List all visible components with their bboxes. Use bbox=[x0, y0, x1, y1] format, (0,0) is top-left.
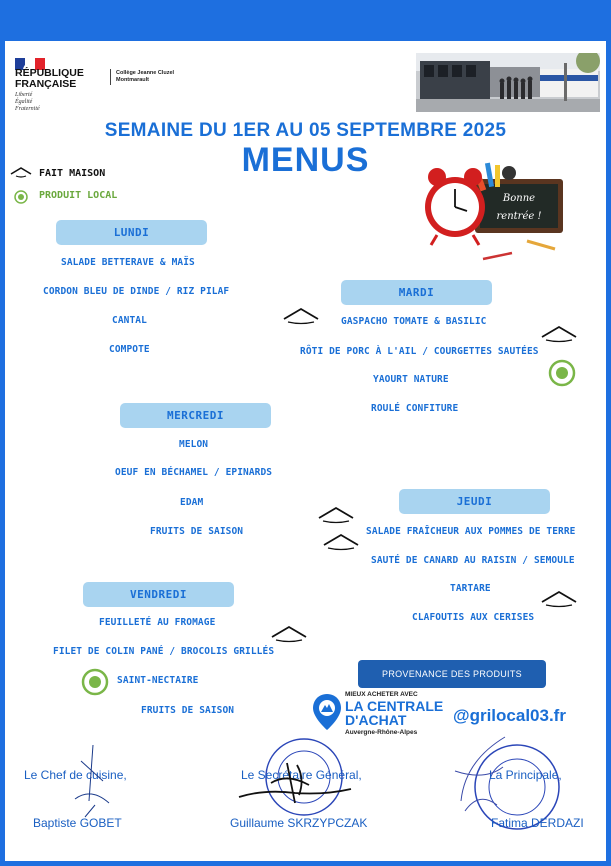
legend-fait-maison: FAIT MAISON bbox=[39, 168, 106, 179]
vendredi-item-3: SAINT-NECTAIRE bbox=[117, 675, 199, 686]
house-roof-icon bbox=[270, 624, 308, 644]
marianne-logo bbox=[15, 55, 45, 67]
menu-sheet bbox=[5, 41, 606, 861]
chef-title: Le Chef de cuisine, bbox=[24, 768, 127, 782]
centrale-tag: MIEUX ACHETER AVEC bbox=[345, 691, 418, 698]
jeudi-item-1: SALADE FRAÎCHEUR AUX POMMES DE TERRE bbox=[366, 526, 576, 537]
lundi-item-3: CANTAL bbox=[112, 315, 147, 326]
mardi-item-2: RÔTI DE PORC À L'AIL / COURGETTES SAUTÉES bbox=[300, 346, 539, 357]
school-name bbox=[116, 70, 174, 83]
centrale-line2: D'ACHAT bbox=[345, 712, 407, 728]
house-roof-icon bbox=[322, 532, 360, 552]
lundi-item-1: SALADE BETTERAVE & MAÏS bbox=[61, 257, 195, 268]
house-roof-icon bbox=[540, 589, 578, 609]
school-line2: Montmarault bbox=[116, 76, 149, 83]
local-product-legend-icon bbox=[14, 189, 28, 203]
day-header-lundi: LUNDI bbox=[56, 220, 207, 245]
signature bbox=[45, 741, 125, 821]
week-title: SEMAINE DU 1ER AU 05 SEPTEMBRE 2025 bbox=[104, 120, 507, 141]
agrilocal-logo: @grilocal03.fr bbox=[453, 706, 566, 725]
republic-line1: RÉPUBLIQUE bbox=[15, 67, 84, 79]
day-header-mardi: MARDI bbox=[341, 280, 492, 305]
centrale-pin-icon bbox=[310, 692, 344, 732]
signature bbox=[235, 759, 355, 809]
centrale-region: Auvergne-Rhône-Alpes bbox=[345, 729, 418, 736]
mardi-item-4: ROULÉ CONFITURE bbox=[371, 403, 459, 414]
school-line1: Collège Jeanne Cluzel bbox=[116, 70, 175, 76]
house-roof-icon bbox=[282, 306, 320, 326]
principal-title: La Principale, bbox=[489, 768, 562, 782]
motto-liberte: Liberté bbox=[15, 92, 33, 98]
day-header-vendredi: VENDREDI bbox=[83, 582, 234, 607]
jeudi-item-4: CLAFOUTIS AUX CERISES bbox=[412, 612, 535, 623]
legend-produit-local: PRODUIT LOCAL bbox=[39, 190, 118, 201]
lundi-item-2: CORDON BLEU DE DINDE / RIZ PILAF bbox=[43, 286, 230, 297]
house-roof-icon bbox=[317, 505, 355, 525]
motto-fraternite: Fraternité bbox=[15, 106, 40, 112]
vendredi-item-2: FILET DE COLIN PANÉ / BROCOLIS GRILLÉS bbox=[53, 646, 275, 657]
chef-name: Baptiste GOBET bbox=[33, 816, 122, 830]
local-product-icon bbox=[81, 668, 109, 696]
mercredi-item-4: FRUITS DE SAISON bbox=[150, 526, 244, 537]
motto-egalite: Égalité bbox=[15, 99, 33, 105]
republic-motto bbox=[15, 92, 40, 113]
vendredi-item-1: FEUILLETÉ AU FROMAGE bbox=[99, 617, 216, 628]
board-text-2: rentrée ! bbox=[496, 211, 542, 222]
jeudi-item-2: SAUTÉ DE CANARD AU RAISIN / SEMOULE bbox=[371, 555, 575, 566]
fait-maison-icon bbox=[10, 165, 32, 179]
school-photo bbox=[416, 53, 600, 112]
board-text-1: Bonne bbox=[502, 193, 536, 204]
secretary-title: Le Secrétaire Général, bbox=[241, 768, 362, 782]
provenance-label: PROVENANCE DES PRODUITS bbox=[358, 660, 546, 688]
mardi-item-3: YAOURT NATURE bbox=[373, 374, 449, 385]
alarm-clock-illustration bbox=[417, 149, 567, 264]
mardi-item-1: GASPACHO TOMATE & BASILIC bbox=[341, 316, 487, 327]
house-roof-icon bbox=[540, 324, 578, 344]
mercredi-item-2: OEUF EN BÉCHAMEL / EPINARDS bbox=[115, 467, 273, 478]
secretary-name: Guillaume SKRZYPCZAK bbox=[230, 816, 368, 830]
page-title: MENUS bbox=[241, 141, 370, 179]
principal-name: Fatima DERDAZI bbox=[491, 816, 584, 830]
mercredi-item-1: MELON bbox=[179, 439, 209, 450]
vendredi-item-4: FRUITS DE SAISON bbox=[141, 705, 235, 716]
logo-divider bbox=[110, 69, 111, 85]
signature bbox=[445, 731, 515, 821]
centrale-line1: LA CENTRALE bbox=[345, 698, 444, 714]
local-product-icon bbox=[548, 359, 576, 387]
day-header-jeudi: JEUDI bbox=[399, 489, 550, 514]
mercredi-item-3: EDAM bbox=[180, 497, 204, 508]
day-header-mercredi: MERCREDI bbox=[120, 403, 271, 428]
republic-name bbox=[15, 68, 84, 90]
lundi-item-4: COMPOTE bbox=[109, 344, 150, 355]
jeudi-item-3: TARTARE bbox=[450, 583, 491, 594]
republic-line2: FRANÇAISE bbox=[15, 78, 77, 90]
